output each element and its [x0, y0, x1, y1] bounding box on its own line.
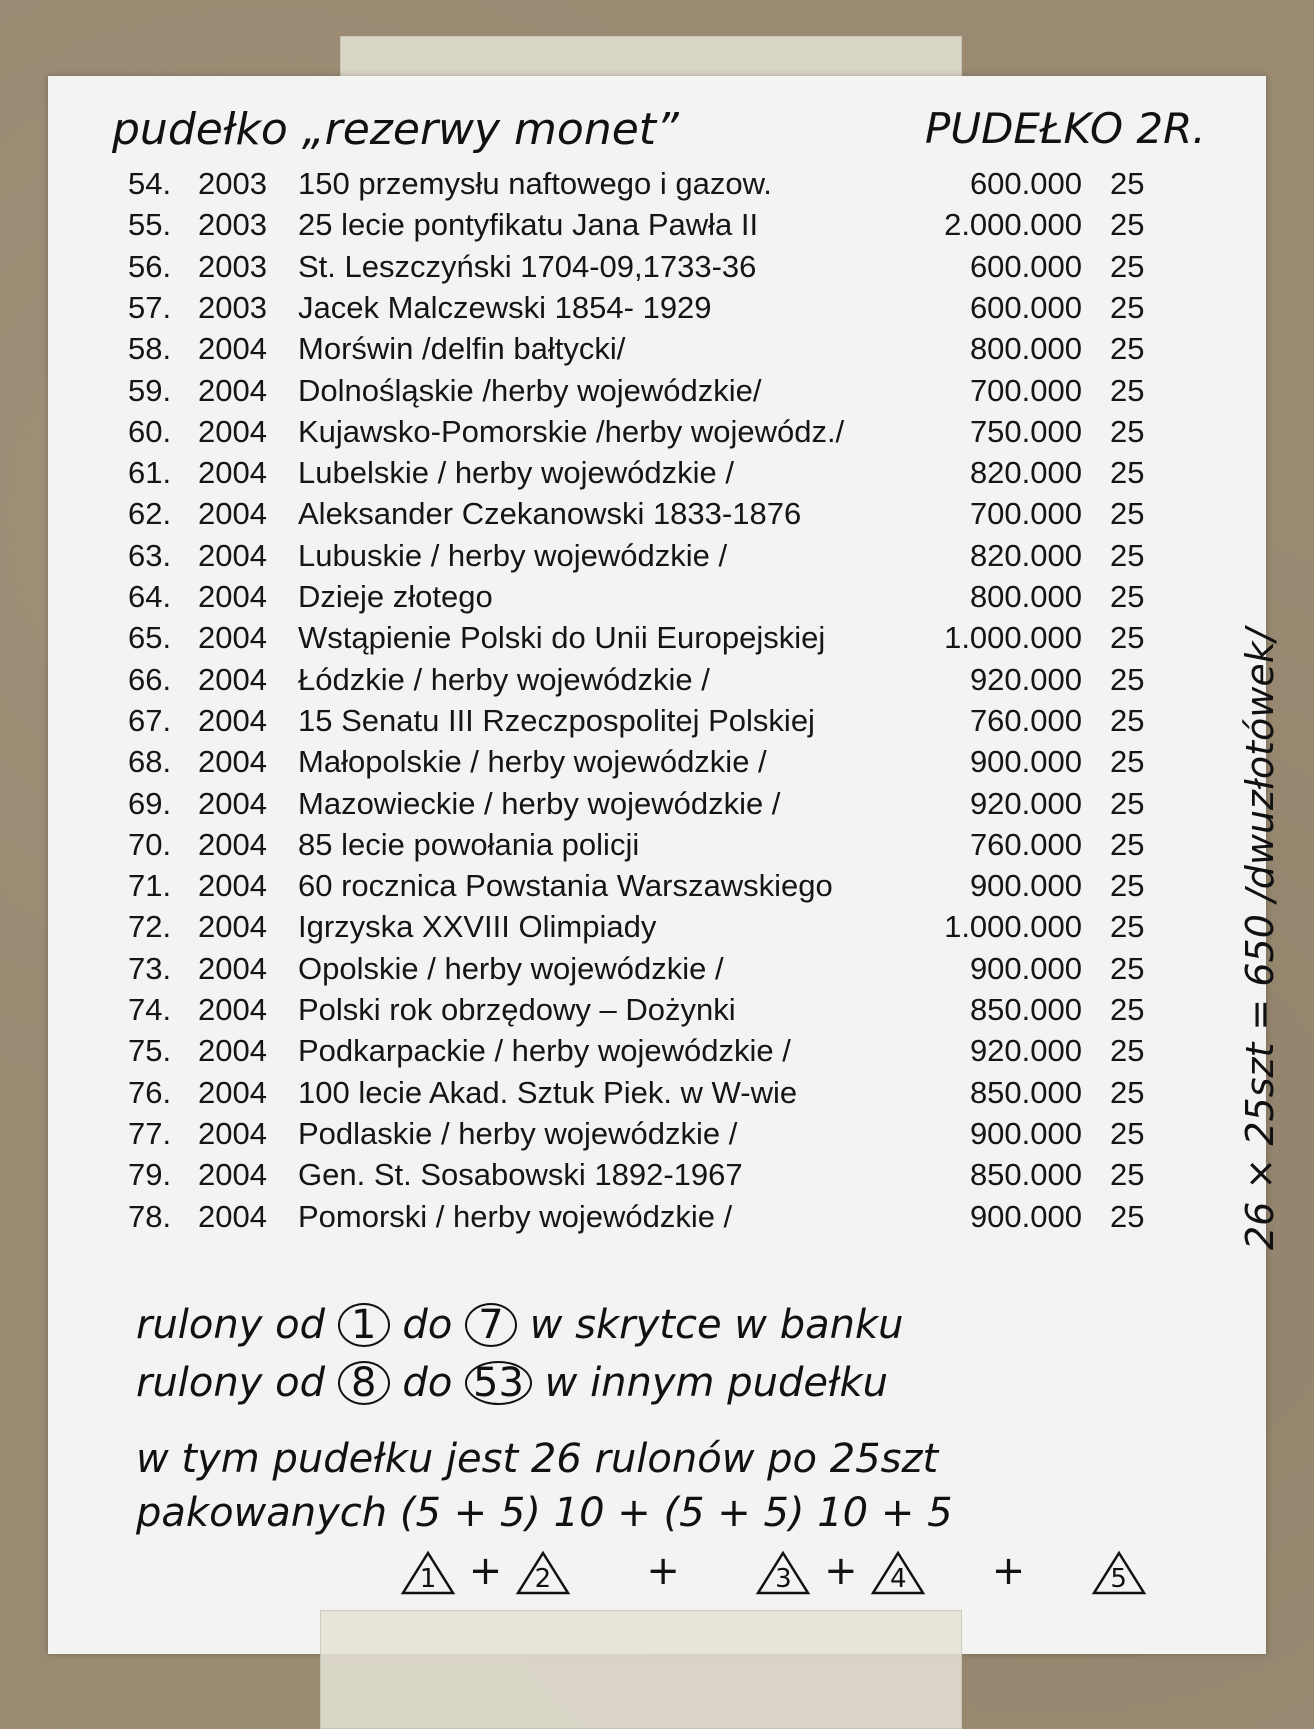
coin-name: Jacek Malczewski 1854- 1929	[298, 289, 712, 325]
coin-number: 75.	[128, 1033, 172, 1069]
coin-pieces: 25	[1110, 950, 1145, 986]
coin-mintage: 850.000	[969, 992, 1082, 1027]
coin-mintage: 700.000	[969, 496, 1082, 532]
circled-number: 53	[465, 1361, 532, 1405]
coin-mintage: 900.000	[969, 744, 1082, 780]
coin-name: Morświn /delfin bałtycki/	[298, 331, 626, 367]
note-line-1	[136, 1302, 903, 1348]
coin-mintage: 760.000	[969, 702, 1082, 738]
coin-year: 2004	[198, 372, 267, 408]
coin-number: 78.	[128, 1198, 172, 1234]
coin-year: 2003	[198, 289, 267, 325]
coin-mintage: 900.000	[969, 868, 1082, 904]
coin-pieces: 25	[1110, 207, 1145, 243]
coin-number: 79.	[128, 1157, 172, 1193]
coin-year: 2004	[198, 868, 267, 904]
handwritten-title: pudełko „rezerwy monet”	[112, 104, 679, 155]
coin-year: 2003	[198, 166, 267, 201]
coin-pieces: 25	[1110, 744, 1145, 780]
tape-bottom	[320, 1610, 962, 1729]
plus-sign: +	[646, 1548, 680, 1594]
coin-year: 2004	[198, 909, 267, 945]
coin-mintage: 1.000.000	[944, 620, 1082, 656]
note-text: rulony od	[136, 1302, 325, 1348]
note-text: w skrytce w banku	[529, 1302, 904, 1348]
coin-pieces: 25	[1110, 1074, 1145, 1110]
note-line-3: w tym pudełku jest 26 rulonów po 25szt	[136, 1436, 939, 1482]
coin-mintage: 760.000	[969, 826, 1082, 862]
coin-name: St. Leszczyński 1704-09,1733-36	[298, 248, 757, 284]
coin-year: 2004	[198, 702, 267, 738]
coin-name: Małopolskie / herby wojewódzkie /	[298, 744, 767, 780]
coin-number: 77.	[128, 1115, 172, 1151]
coin-name: 85 lecie powołania policji	[298, 826, 640, 862]
note-text: do	[402, 1360, 453, 1406]
coin-name: Gen. St. Sosabowski 1892-1967	[298, 1157, 743, 1193]
coin-mintage: 850.000	[969, 1074, 1082, 1110]
note-text: do	[402, 1302, 453, 1348]
coin-number: 65.	[128, 620, 172, 656]
coin-year: 2004	[198, 1074, 267, 1110]
coin-mintage: 700.000	[969, 372, 1082, 408]
coin-name: 100 lecie Akad. Sztuk Piek. w W-wie	[298, 1074, 798, 1110]
coin-pieces: 25	[1110, 702, 1145, 738]
coin-mintage: 920.000	[969, 1033, 1082, 1069]
coin-name: Lubuskie / herby wojewódzkie /	[298, 537, 728, 573]
coin-year: 2004	[198, 950, 267, 986]
coin-name: 150 przemysłu naftowego i gazow.	[298, 166, 772, 201]
triangle-icon: 5	[1091, 1550, 1147, 1596]
coin-mintage: 2.000.000	[944, 207, 1082, 243]
coin-pieces: 25	[1110, 455, 1145, 491]
circled-number: 1	[338, 1303, 390, 1347]
coin-name: 60 rocznica Powstania Warszawskiego	[298, 868, 833, 904]
coin-pieces: 25	[1110, 537, 1145, 573]
circled-number: 7	[465, 1303, 517, 1347]
coin-pieces: 25	[1110, 1157, 1145, 1193]
plus-sign: +	[824, 1548, 858, 1594]
triangle-icon: 3	[755, 1550, 811, 1596]
coin-pieces: 25	[1110, 826, 1145, 862]
coin-mintage: 600.000	[969, 248, 1082, 284]
coin-year: 2004	[198, 413, 267, 449]
coin-mintage: 750.000	[969, 413, 1082, 449]
coin-mintage: 800.000	[969, 331, 1082, 367]
plus-sign: +	[991, 1548, 1026, 1594]
coin-number: 60.	[128, 413, 172, 449]
coin-mintage: 900.000	[969, 1198, 1082, 1234]
note-text: w innym pudełku	[544, 1360, 888, 1406]
coin-number: 70.	[128, 826, 172, 862]
coin-mintage: 920.000	[969, 785, 1082, 821]
coin-year: 2004	[198, 992, 267, 1027]
coin-mintage: 800.000	[969, 579, 1082, 614]
coin-number: 71.	[128, 868, 172, 904]
coin-name: Podlaskie / herby wojewódzkie /	[298, 1115, 738, 1151]
coin-pieces: 25	[1110, 372, 1145, 408]
coin-name: Aleksander Czekanowski 1833-1876	[298, 496, 802, 532]
coin-pieces: 25	[1110, 496, 1145, 532]
plus-sign: +	[468, 1548, 503, 1594]
coin-pieces: 25	[1110, 166, 1145, 201]
coin-pieces: 25	[1110, 620, 1145, 656]
coin-mintage: 820.000	[969, 455, 1082, 491]
coin-number: 56.	[128, 248, 172, 284]
coin-mintage: 900.000	[969, 1115, 1082, 1151]
circled-number: 8	[338, 1361, 390, 1405]
coin-name: Mazowieckie / herby wojewódzkie /	[298, 785, 781, 821]
coin-name: Kujawsko-Pomorskie /herby wojewódz./	[298, 413, 845, 449]
coin-year: 2003	[198, 207, 267, 243]
coin-pieces: 25	[1110, 868, 1145, 904]
coin-number: 59.	[128, 372, 172, 408]
coin-year: 2004	[198, 785, 267, 821]
coin-number: 54.	[128, 166, 172, 201]
coin-year: 2004	[198, 661, 267, 697]
coin-name: 15 Senatu III Rzeczpospolitej Polskiej	[298, 702, 815, 738]
coin-number: 58.	[128, 331, 172, 367]
triangle-icon: 2	[515, 1550, 571, 1596]
coin-number: 73.	[128, 950, 172, 986]
coin-mintage: 920.000	[969, 661, 1082, 697]
coin-name: Łódzkie / herby wojewódzkie /	[298, 661, 710, 697]
coin-name: Lubelskie / herby wojewódzkie /	[298, 455, 734, 491]
coin-number: 72.	[128, 909, 172, 945]
coin-pieces: 25	[1110, 289, 1145, 325]
side-note: 26 × 25szt = 650 /dwuzłotówek/	[1238, 628, 1282, 1250]
coin-mintage: 850.000	[969, 1157, 1082, 1193]
coin-name: Pomorski / herby wojewódzkie /	[298, 1198, 733, 1234]
coin-year: 2004	[198, 826, 267, 862]
coin-number: 55.	[128, 207, 172, 243]
coin-mintage: 600.000	[969, 166, 1082, 201]
coin-year: 2004	[198, 1115, 267, 1151]
coin-mintage: 600.000	[969, 289, 1082, 325]
coin-name: Dzieje złotego	[298, 579, 493, 614]
coin-year: 2004	[198, 744, 267, 780]
coin-pieces: 25	[1110, 1115, 1145, 1151]
coin-year: 2003	[198, 248, 267, 284]
coin-name: Igrzyska XXVIII Olimpiady	[298, 909, 657, 945]
coin-mintage: 820.000	[969, 537, 1082, 573]
note-text: rulony od	[136, 1360, 325, 1406]
coin-year: 2004	[198, 1198, 267, 1234]
coin-year: 2004	[198, 455, 267, 491]
coin-number: 68.	[128, 744, 172, 780]
coin-number: 67.	[128, 702, 172, 738]
box-label: PUDEŁKO 2R.	[925, 104, 1206, 153]
coin-pieces: 25	[1110, 909, 1145, 945]
coin-name: Podkarpackie / herby wojewódzkie /	[298, 1033, 791, 1069]
note-line-2	[136, 1360, 888, 1406]
coin-year: 2004	[198, 1157, 267, 1193]
coin-pieces: 25	[1110, 248, 1145, 284]
coin-name: Polski rok obrzędowy – Dożynki	[298, 992, 736, 1027]
coin-year: 2004	[198, 537, 267, 573]
coin-mintage: 1.000.000	[944, 909, 1082, 945]
coin-pieces: 25	[1110, 579, 1145, 614]
triangle-icon: 1	[400, 1550, 456, 1596]
coin-name: Opolskie / herby wojewódzkie /	[298, 950, 724, 986]
coin-year: 2004	[198, 1033, 267, 1069]
coin-pieces: 25	[1110, 992, 1145, 1027]
coin-pieces: 25	[1110, 413, 1145, 449]
coin-year: 2004	[198, 579, 267, 614]
coin-number: 69.	[128, 785, 172, 821]
coin-pieces: 25	[1110, 661, 1145, 697]
coin-pieces: 25	[1110, 1033, 1145, 1069]
coin-name: 25 lecie pontyfikatu Jana Pawła II	[298, 207, 759, 243]
coin-mintage: 900.000	[969, 950, 1082, 986]
coin-number: 57.	[128, 289, 172, 325]
coin-number: 74.	[128, 992, 172, 1027]
coin-number: 64.	[128, 579, 172, 614]
coin-number: 63.	[128, 537, 172, 573]
coin-number: 61.	[128, 455, 172, 491]
triangle-icon: 4	[870, 1550, 926, 1596]
coin-year: 2004	[198, 331, 267, 367]
coin-number: 76.	[128, 1074, 172, 1110]
coin-name: Dolnośląskie /herby wojewódzkie/	[298, 372, 762, 408]
coin-number: 66.	[128, 661, 172, 697]
coin-number: 62.	[128, 496, 172, 532]
note-line-4: pakowanych (5 + 5) 10 + (5 + 5) 10 + 5	[136, 1490, 953, 1536]
coin-name: Wstąpienie Polski do Unii Europejskiej	[298, 620, 826, 656]
coin-year: 2004	[198, 496, 267, 532]
coin-pieces: 25	[1110, 785, 1145, 821]
coin-pieces: 25	[1110, 1198, 1145, 1234]
coin-pieces: 25	[1110, 331, 1145, 367]
coin-year: 2004	[198, 620, 267, 656]
triangle-row	[400, 1548, 1147, 1596]
